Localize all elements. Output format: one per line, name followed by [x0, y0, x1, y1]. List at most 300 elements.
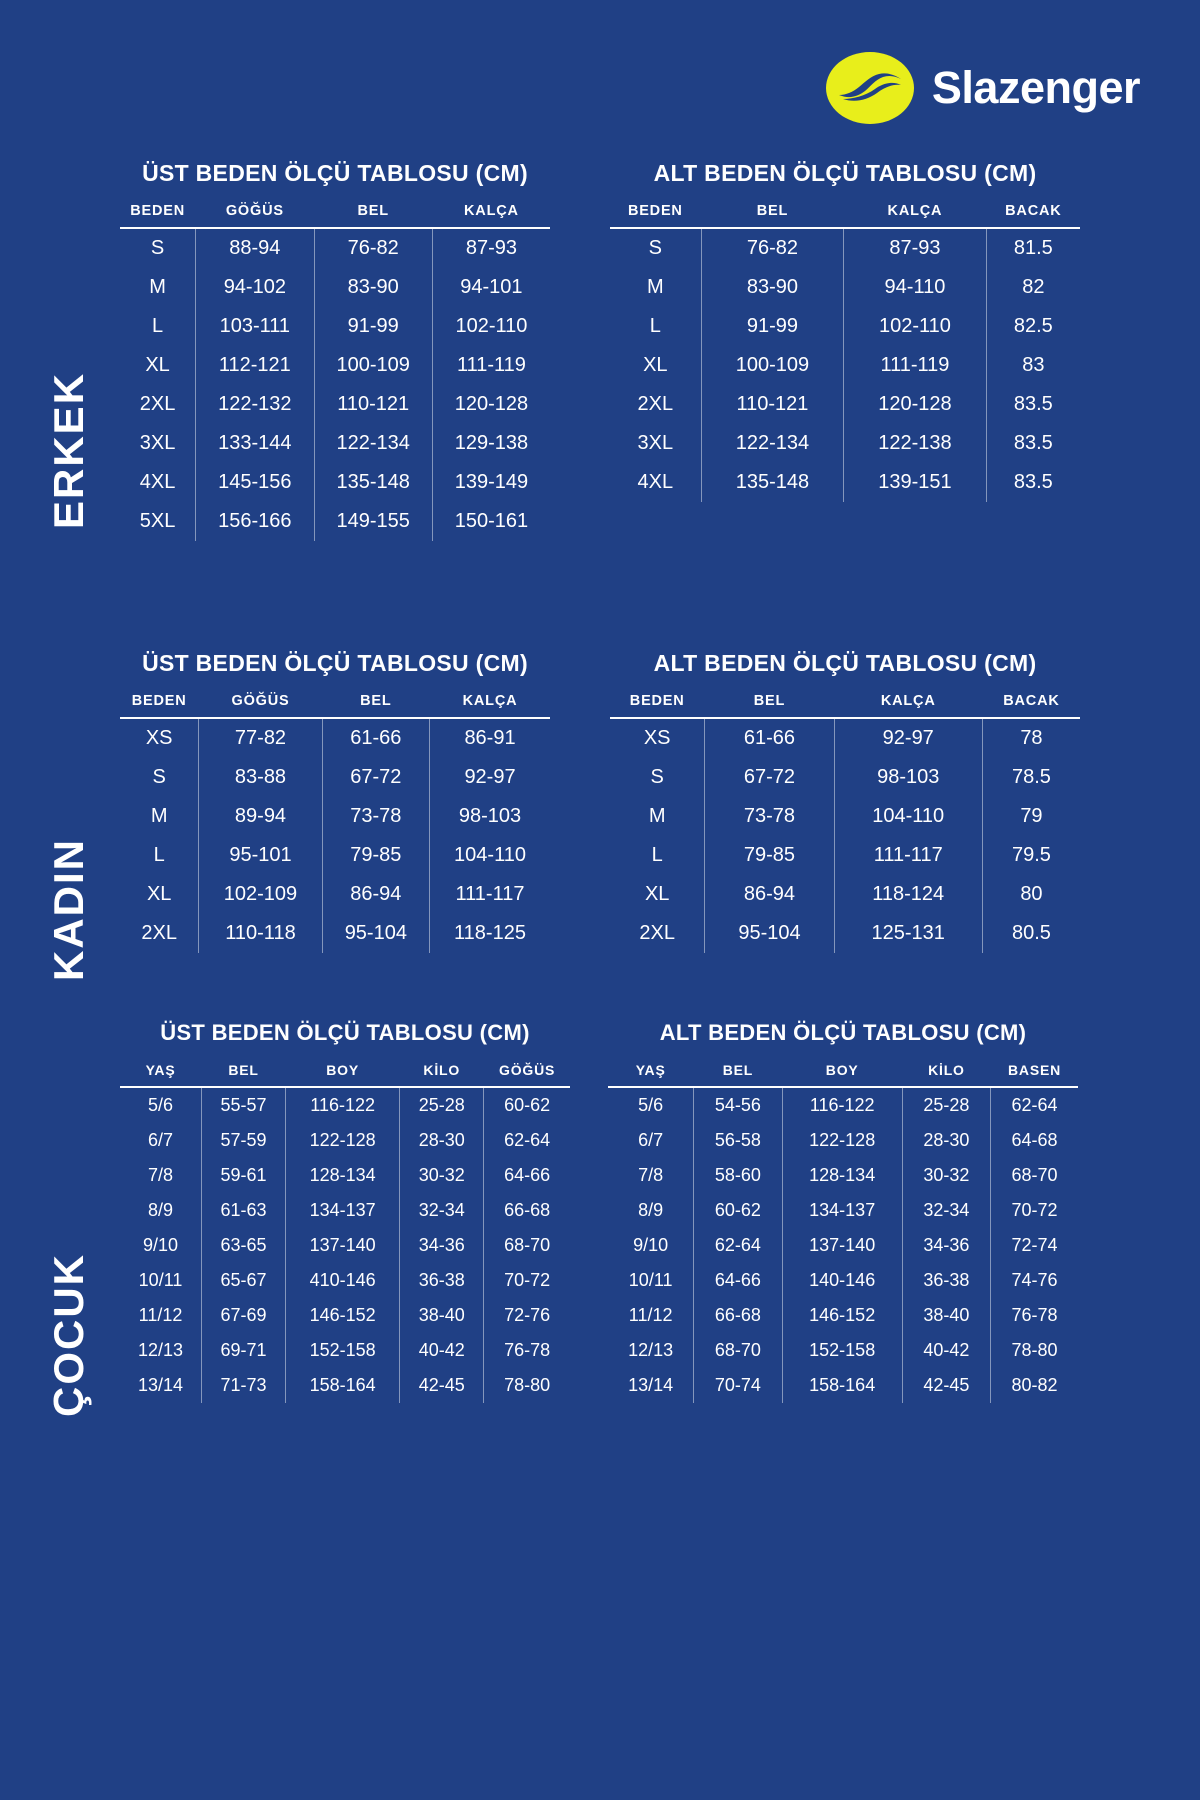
measurement-cell: 76-78: [991, 1298, 1078, 1333]
slazenger-panther-icon: [826, 52, 914, 124]
size-cell: 2XL: [141, 922, 177, 944]
measurement-cell: 110-121: [314, 385, 432, 424]
column-header: KALÇA: [430, 693, 550, 718]
table-row: [610, 463, 1080, 502]
table-row: [120, 758, 550, 797]
column-header: BEDEN: [610, 693, 705, 718]
measurement-cell: 56-58: [694, 1123, 782, 1158]
group-label-cocuk: [45, 1175, 92, 1495]
table-row: [120, 385, 550, 424]
group-label-kadin-text: KADIN: [45, 838, 92, 982]
measurement-cell: 68-70: [694, 1333, 782, 1368]
size-cell: 9/10: [633, 1235, 669, 1255]
measurement-cell: 73-78: [322, 797, 429, 836]
size-cell: L: [152, 315, 164, 337]
table-title: ALT BEDEN ÖLÇÜ TABLOSU (CM): [653, 160, 1037, 186]
column-header: GÖĞÜS: [199, 693, 322, 718]
size-cell: 12/13: [138, 1340, 184, 1360]
measurement-cell: 58-60: [694, 1158, 782, 1193]
measurement-cell: 62-64: [991, 1087, 1078, 1123]
size-cell: 6/7: [638, 1130, 664, 1150]
group-erkek: [0, 160, 1200, 541]
measurement-cell: 64-66: [484, 1158, 570, 1193]
size-cell: 13/14: [138, 1375, 184, 1395]
group-label-erkek: [45, 300, 92, 600]
column-header: BOY: [285, 1062, 399, 1087]
measurement-cell: 77-82: [199, 718, 322, 758]
table-row: [120, 1193, 570, 1228]
measurement-cell: 100-109: [701, 346, 844, 385]
measurement-cell: 25-28: [902, 1087, 990, 1123]
measurement-cell: 68-70: [484, 1228, 570, 1263]
table-row: [610, 758, 1080, 797]
size-cell: M: [648, 805, 666, 827]
table-title: ALT BEDEN ÖLÇÜ TABLOSU (CM): [653, 650, 1037, 676]
measurement-cell: 139-151: [844, 463, 987, 502]
group-kadin: [0, 650, 1200, 982]
size-cell: XL: [146, 883, 172, 905]
measurement-cell: 125-131: [834, 914, 982, 953]
measurement-cell: 122-132: [196, 385, 314, 424]
column-header: BEL: [314, 203, 432, 228]
column-header: KALÇA: [834, 693, 982, 718]
size-cell: 7/8: [148, 1165, 174, 1185]
measurement-cell: 150-161: [432, 502, 550, 541]
measurement-cell: 83-90: [314, 268, 432, 307]
table-row: [608, 1333, 1078, 1368]
measurement-cell: 42-45: [400, 1368, 484, 1403]
table-title: ÜST BEDEN ÖLÇÜ TABLOSU (CM): [142, 650, 528, 676]
column-header: KALÇA: [432, 203, 550, 228]
table-row: [120, 1228, 570, 1263]
measurement-cell: 139-149: [432, 463, 550, 502]
column-header: BEL: [705, 693, 834, 718]
table-body: [610, 228, 1080, 502]
measurement-cell: 63-65: [202, 1228, 286, 1263]
measurement-cell: 55-57: [202, 1087, 286, 1123]
table-body: [610, 718, 1080, 953]
size-cell: 10/11: [628, 1270, 673, 1290]
table-header-row: [608, 1062, 1078, 1087]
table-row: [610, 424, 1080, 463]
size-cell: XS: [643, 727, 671, 749]
measurement-cell: 104-110: [834, 797, 982, 836]
table-header-row: [120, 203, 550, 228]
table-cocuk-upper: [120, 1020, 570, 1403]
measurement-cell: 83.5: [986, 385, 1080, 424]
table-row: [120, 228, 550, 268]
group-label-cocuk-text: ÇOCUK: [45, 1253, 92, 1417]
table-header-row: [610, 203, 1080, 228]
measurement-cell: 80: [982, 875, 1080, 914]
measurement-cell: 62-64: [694, 1228, 782, 1263]
table-header-row: [120, 1062, 570, 1087]
measurement-cell: 95-104: [322, 914, 429, 953]
measurement-cell: 112-121: [196, 346, 314, 385]
size-cell: 2XL: [639, 922, 675, 944]
table-row: [120, 914, 550, 953]
measurement-cell: 152-158: [782, 1333, 902, 1368]
measurement-cell: 30-32: [400, 1158, 484, 1193]
column-header: BEL: [202, 1062, 286, 1087]
measurement-cell: 133-144: [196, 424, 314, 463]
table-row: [608, 1368, 1078, 1403]
measurement-cell: 34-36: [400, 1228, 484, 1263]
table-row: [120, 1087, 570, 1123]
table-row: [120, 718, 550, 758]
size-cell: 3XL: [637, 432, 674, 454]
table-row: [120, 875, 550, 914]
column-header: BACAK: [982, 693, 1080, 718]
measurement-cell: 83.5: [986, 463, 1080, 502]
table-row: [610, 268, 1080, 307]
measurement-cell: 410-146: [285, 1263, 399, 1298]
size-cell: 13/14: [628, 1375, 674, 1395]
table-header-row: [610, 693, 1080, 718]
size-cell: 8/9: [148, 1200, 174, 1220]
measurement-table: [608, 1062, 1078, 1403]
table-row: [120, 307, 550, 346]
table-row: [610, 346, 1080, 385]
column-header: BEL: [694, 1062, 782, 1087]
measurement-cell: 64-66: [694, 1263, 782, 1298]
table-erkek-lower: [610, 160, 1080, 541]
group-label-erkek-text: ERKEK: [45, 371, 92, 529]
size-cell: 5/6: [148, 1095, 174, 1115]
measurement-table: [610, 203, 1080, 502]
table-erkek-upper: [120, 160, 550, 541]
measurement-cell: 78-80: [991, 1333, 1078, 1368]
measurement-cell: 70-74: [694, 1368, 782, 1403]
measurement-cell: 91-99: [314, 307, 432, 346]
table-row: [120, 424, 550, 463]
measurement-cell: 95-101: [199, 836, 322, 875]
column-header: GÖĞÜS: [196, 203, 314, 228]
measurement-cell: 116-122: [285, 1087, 399, 1123]
measurement-cell: 61-66: [322, 718, 429, 758]
measurement-cell: 57-59: [202, 1123, 286, 1158]
measurement-cell: 79-85: [705, 836, 834, 875]
brand-name: Slazenger: [931, 62, 1140, 113]
measurement-cell: 40-42: [902, 1333, 990, 1368]
measurement-cell: 137-140: [782, 1228, 902, 1263]
size-cell: XL: [643, 354, 668, 376]
measurement-cell: 146-152: [782, 1298, 902, 1333]
size-cell: 10/11: [138, 1270, 183, 1290]
size-cell: 3XL: [139, 432, 176, 454]
measurement-cell: 116-122: [782, 1087, 902, 1123]
measurement-cell: 104-110: [430, 836, 550, 875]
column-header: BOY: [782, 1062, 902, 1087]
measurement-cell: 129-138: [432, 424, 550, 463]
size-cell: S: [648, 237, 662, 259]
measurement-cell: 66-68: [484, 1193, 570, 1228]
table-title: ALT BEDEN ÖLÇÜ TABLOSU (CM): [659, 1020, 1027, 1045]
measurement-cell: 76-82: [701, 228, 844, 268]
measurement-cell: 64-68: [991, 1123, 1078, 1158]
size-cell: M: [646, 276, 664, 298]
size-cell: L: [651, 844, 663, 866]
measurement-cell: 111-119: [844, 346, 987, 385]
measurement-cell: 66-68: [694, 1298, 782, 1333]
table-row: [610, 385, 1080, 424]
measurement-cell: 86-94: [705, 875, 834, 914]
measurement-cell: 103-111: [196, 307, 314, 346]
measurement-cell: 78-80: [484, 1368, 570, 1403]
measurement-cell: 111-119: [432, 346, 550, 385]
table-row: [608, 1298, 1078, 1333]
measurement-cell: 94-102: [196, 268, 314, 307]
column-header: BACAK: [986, 203, 1080, 228]
measurement-cell: 67-69: [202, 1298, 286, 1333]
column-header: KİLO: [902, 1062, 990, 1087]
column-header: YAŞ: [608, 1062, 694, 1087]
measurement-cell: 72-76: [484, 1298, 570, 1333]
measurement-cell: 118-125: [430, 914, 550, 953]
table-title: ÜST BEDEN ÖLÇÜ TABLOSU (CM): [160, 1020, 530, 1045]
measurement-cell: 156-166: [196, 502, 314, 541]
measurement-cell: 70-72: [484, 1263, 570, 1298]
measurement-table: [120, 1062, 570, 1403]
measurement-cell: 82: [986, 268, 1080, 307]
column-header: GÖĞÜS: [484, 1062, 570, 1087]
measurement-cell: 72-74: [991, 1228, 1078, 1263]
measurement-cell: 111-117: [834, 836, 982, 875]
measurement-cell: 67-72: [322, 758, 429, 797]
measurement-cell: 110-121: [701, 385, 844, 424]
column-header: BEL: [701, 203, 844, 228]
column-header: KALÇA: [844, 203, 987, 228]
size-cell: 4XL: [139, 471, 176, 493]
measurement-cell: 87-93: [432, 228, 550, 268]
table-row: [120, 268, 550, 307]
measurement-cell: 128-134: [782, 1158, 902, 1193]
measurement-cell: 102-110: [432, 307, 550, 346]
table-row: [120, 1123, 570, 1158]
size-cell: XL: [145, 354, 170, 376]
table-row: [120, 463, 550, 502]
measurement-cell: 60-62: [694, 1193, 782, 1228]
measurement-cell: 62-64: [484, 1123, 570, 1158]
table-body: [120, 1087, 570, 1403]
measurement-cell: 134-137: [285, 1193, 399, 1228]
measurement-cell: 32-34: [400, 1193, 484, 1228]
measurement-cell: 122-134: [701, 424, 844, 463]
measurement-cell: 98-103: [430, 797, 550, 836]
table-body: [120, 228, 550, 541]
table-row: [120, 836, 550, 875]
measurement-cell: 145-156: [196, 463, 314, 502]
measurement-cell: 122-128: [285, 1123, 399, 1158]
table-row: [120, 1298, 570, 1333]
table-row: [120, 346, 550, 385]
measurement-cell: 42-45: [902, 1368, 990, 1403]
measurement-cell: 79-85: [322, 836, 429, 875]
size-cell: S: [152, 766, 166, 788]
measurement-cell: 110-118: [199, 914, 322, 953]
table-row: [608, 1263, 1078, 1298]
size-cell: XS: [145, 727, 173, 749]
measurement-cell: 71-73: [202, 1368, 286, 1403]
measurement-cell: 135-148: [314, 463, 432, 502]
table-row: [608, 1228, 1078, 1263]
measurement-cell: 100-109: [314, 346, 432, 385]
table-row: [610, 836, 1080, 875]
table-row: [610, 797, 1080, 836]
size-cell: L: [153, 844, 165, 866]
size-cell: 11/12: [628, 1305, 673, 1325]
measurement-cell: 92-97: [430, 758, 550, 797]
table-kadin-lower: [610, 650, 1080, 953]
measurement-table: [610, 693, 1080, 953]
measurement-cell: 79.5: [982, 836, 1080, 875]
table-row: [120, 1368, 570, 1403]
measurement-cell: 32-34: [902, 1193, 990, 1228]
size-cell: 5/6: [638, 1095, 664, 1115]
measurement-cell: 30-32: [902, 1158, 990, 1193]
measurement-cell: 111-117: [430, 875, 550, 914]
measurement-cell: 61-63: [202, 1193, 286, 1228]
measurement-cell: 78: [982, 718, 1080, 758]
measurement-cell: 94-101: [432, 268, 550, 307]
table-header-row: [120, 693, 550, 718]
measurement-table: [120, 693, 550, 953]
measurement-cell: 118-124: [834, 875, 982, 914]
column-header: YAŞ: [120, 1062, 202, 1087]
brand-logo: [826, 52, 1140, 124]
measurement-table: [120, 203, 550, 541]
measurement-cell: 70-72: [991, 1193, 1078, 1228]
measurement-cell: 80.5: [982, 914, 1080, 953]
column-header: BEDEN: [610, 203, 701, 228]
size-cell: 7/8: [638, 1165, 664, 1185]
measurement-cell: 83-90: [701, 268, 844, 307]
column-header: BEDEN: [120, 203, 196, 228]
measurement-cell: 122-128: [782, 1123, 902, 1158]
size-cell: 12/13: [628, 1340, 674, 1360]
measurement-cell: 83: [986, 346, 1080, 385]
table-row: [610, 228, 1080, 268]
measurement-cell: 38-40: [400, 1298, 484, 1333]
size-cell: S: [650, 766, 664, 788]
measurement-cell: 146-152: [285, 1298, 399, 1333]
table-title: ÜST BEDEN ÖLÇÜ TABLOSU (CM): [142, 160, 528, 186]
measurement-cell: 91-99: [701, 307, 844, 346]
size-cell: 4XL: [637, 471, 674, 493]
measurement-cell: 28-30: [400, 1123, 484, 1158]
measurement-cell: 152-158: [285, 1333, 399, 1368]
table-row: [120, 1333, 570, 1368]
measurement-cell: 122-138: [844, 424, 987, 463]
measurement-cell: 140-146: [782, 1263, 902, 1298]
size-cell: M: [149, 276, 166, 298]
measurement-cell: 74-76: [991, 1263, 1078, 1298]
measurement-cell: 80-82: [991, 1368, 1078, 1403]
size-cell: 2XL: [139, 393, 176, 415]
column-header: KİLO: [400, 1062, 484, 1087]
table-body: [608, 1087, 1078, 1403]
size-cell: 9/10: [143, 1235, 179, 1255]
measurement-cell: 120-128: [432, 385, 550, 424]
measurement-cell: 102-110: [844, 307, 987, 346]
measurement-cell: 137-140: [285, 1228, 399, 1263]
table-row: [610, 307, 1080, 346]
size-cell: 11/12: [138, 1305, 183, 1325]
measurement-cell: 135-148: [701, 463, 844, 502]
column-header: BEDEN: [120, 693, 199, 718]
measurement-cell: 81.5: [986, 228, 1080, 268]
group-label-kadin: [45, 760, 92, 1060]
column-header: BASEN: [991, 1062, 1078, 1087]
measurement-cell: 73-78: [705, 797, 834, 836]
measurement-cell: 88-94: [196, 228, 314, 268]
measurement-cell: 94-110: [844, 268, 987, 307]
measurement-cell: 36-38: [902, 1263, 990, 1298]
size-cell: 2XL: [637, 393, 674, 415]
measurement-cell: 128-134: [285, 1158, 399, 1193]
table-row: [608, 1123, 1078, 1158]
table-body: [120, 718, 550, 953]
measurement-cell: 134-137: [782, 1193, 902, 1228]
measurement-cell: 79: [982, 797, 1080, 836]
measurement-cell: 86-94: [322, 875, 429, 914]
table-row: [120, 502, 550, 541]
measurement-cell: 36-38: [400, 1263, 484, 1298]
table-row: [608, 1158, 1078, 1193]
measurement-cell: 78.5: [982, 758, 1080, 797]
column-header: BEL: [322, 693, 429, 718]
measurement-cell: 76-78: [484, 1333, 570, 1368]
measurement-cell: 40-42: [400, 1333, 484, 1368]
size-cell: 6/7: [148, 1130, 174, 1150]
table-row: [120, 797, 550, 836]
table-kadin-upper: [120, 650, 550, 953]
measurement-cell: 89-94: [199, 797, 322, 836]
measurement-cell: 158-164: [782, 1368, 902, 1403]
measurement-cell: 60-62: [484, 1087, 570, 1123]
measurement-cell: 61-66: [705, 718, 834, 758]
measurement-cell: 65-67: [202, 1263, 286, 1298]
size-cell: 5XL: [139, 510, 176, 532]
measurement-cell: 102-109: [199, 875, 322, 914]
measurement-cell: 122-134: [314, 424, 432, 463]
size-cell: S: [150, 237, 165, 259]
measurement-cell: 67-72: [705, 758, 834, 797]
measurement-cell: 69-71: [202, 1333, 286, 1368]
measurement-cell: 92-97: [834, 718, 982, 758]
measurement-cell: 95-104: [705, 914, 834, 953]
measurement-cell: 83-88: [199, 758, 322, 797]
table-row: [610, 914, 1080, 953]
measurement-cell: 59-61: [202, 1158, 286, 1193]
size-cell: 8/9: [638, 1200, 664, 1220]
table-row: [610, 875, 1080, 914]
size-cell: L: [649, 315, 661, 337]
size-cell: M: [150, 805, 168, 827]
table-row: [120, 1158, 570, 1193]
table-row: [610, 718, 1080, 758]
measurement-cell: 38-40: [902, 1298, 990, 1333]
table-cocuk-lower: [608, 1020, 1078, 1403]
measurement-cell: 98-103: [834, 758, 982, 797]
group-cocuk: [0, 1020, 1200, 1417]
measurement-cell: 149-155: [314, 502, 432, 541]
measurement-cell: 120-128: [844, 385, 987, 424]
measurement-cell: 158-164: [285, 1368, 399, 1403]
table-row: [120, 1263, 570, 1298]
measurement-cell: 83.5: [986, 424, 1080, 463]
measurement-cell: 54-56: [694, 1087, 782, 1123]
